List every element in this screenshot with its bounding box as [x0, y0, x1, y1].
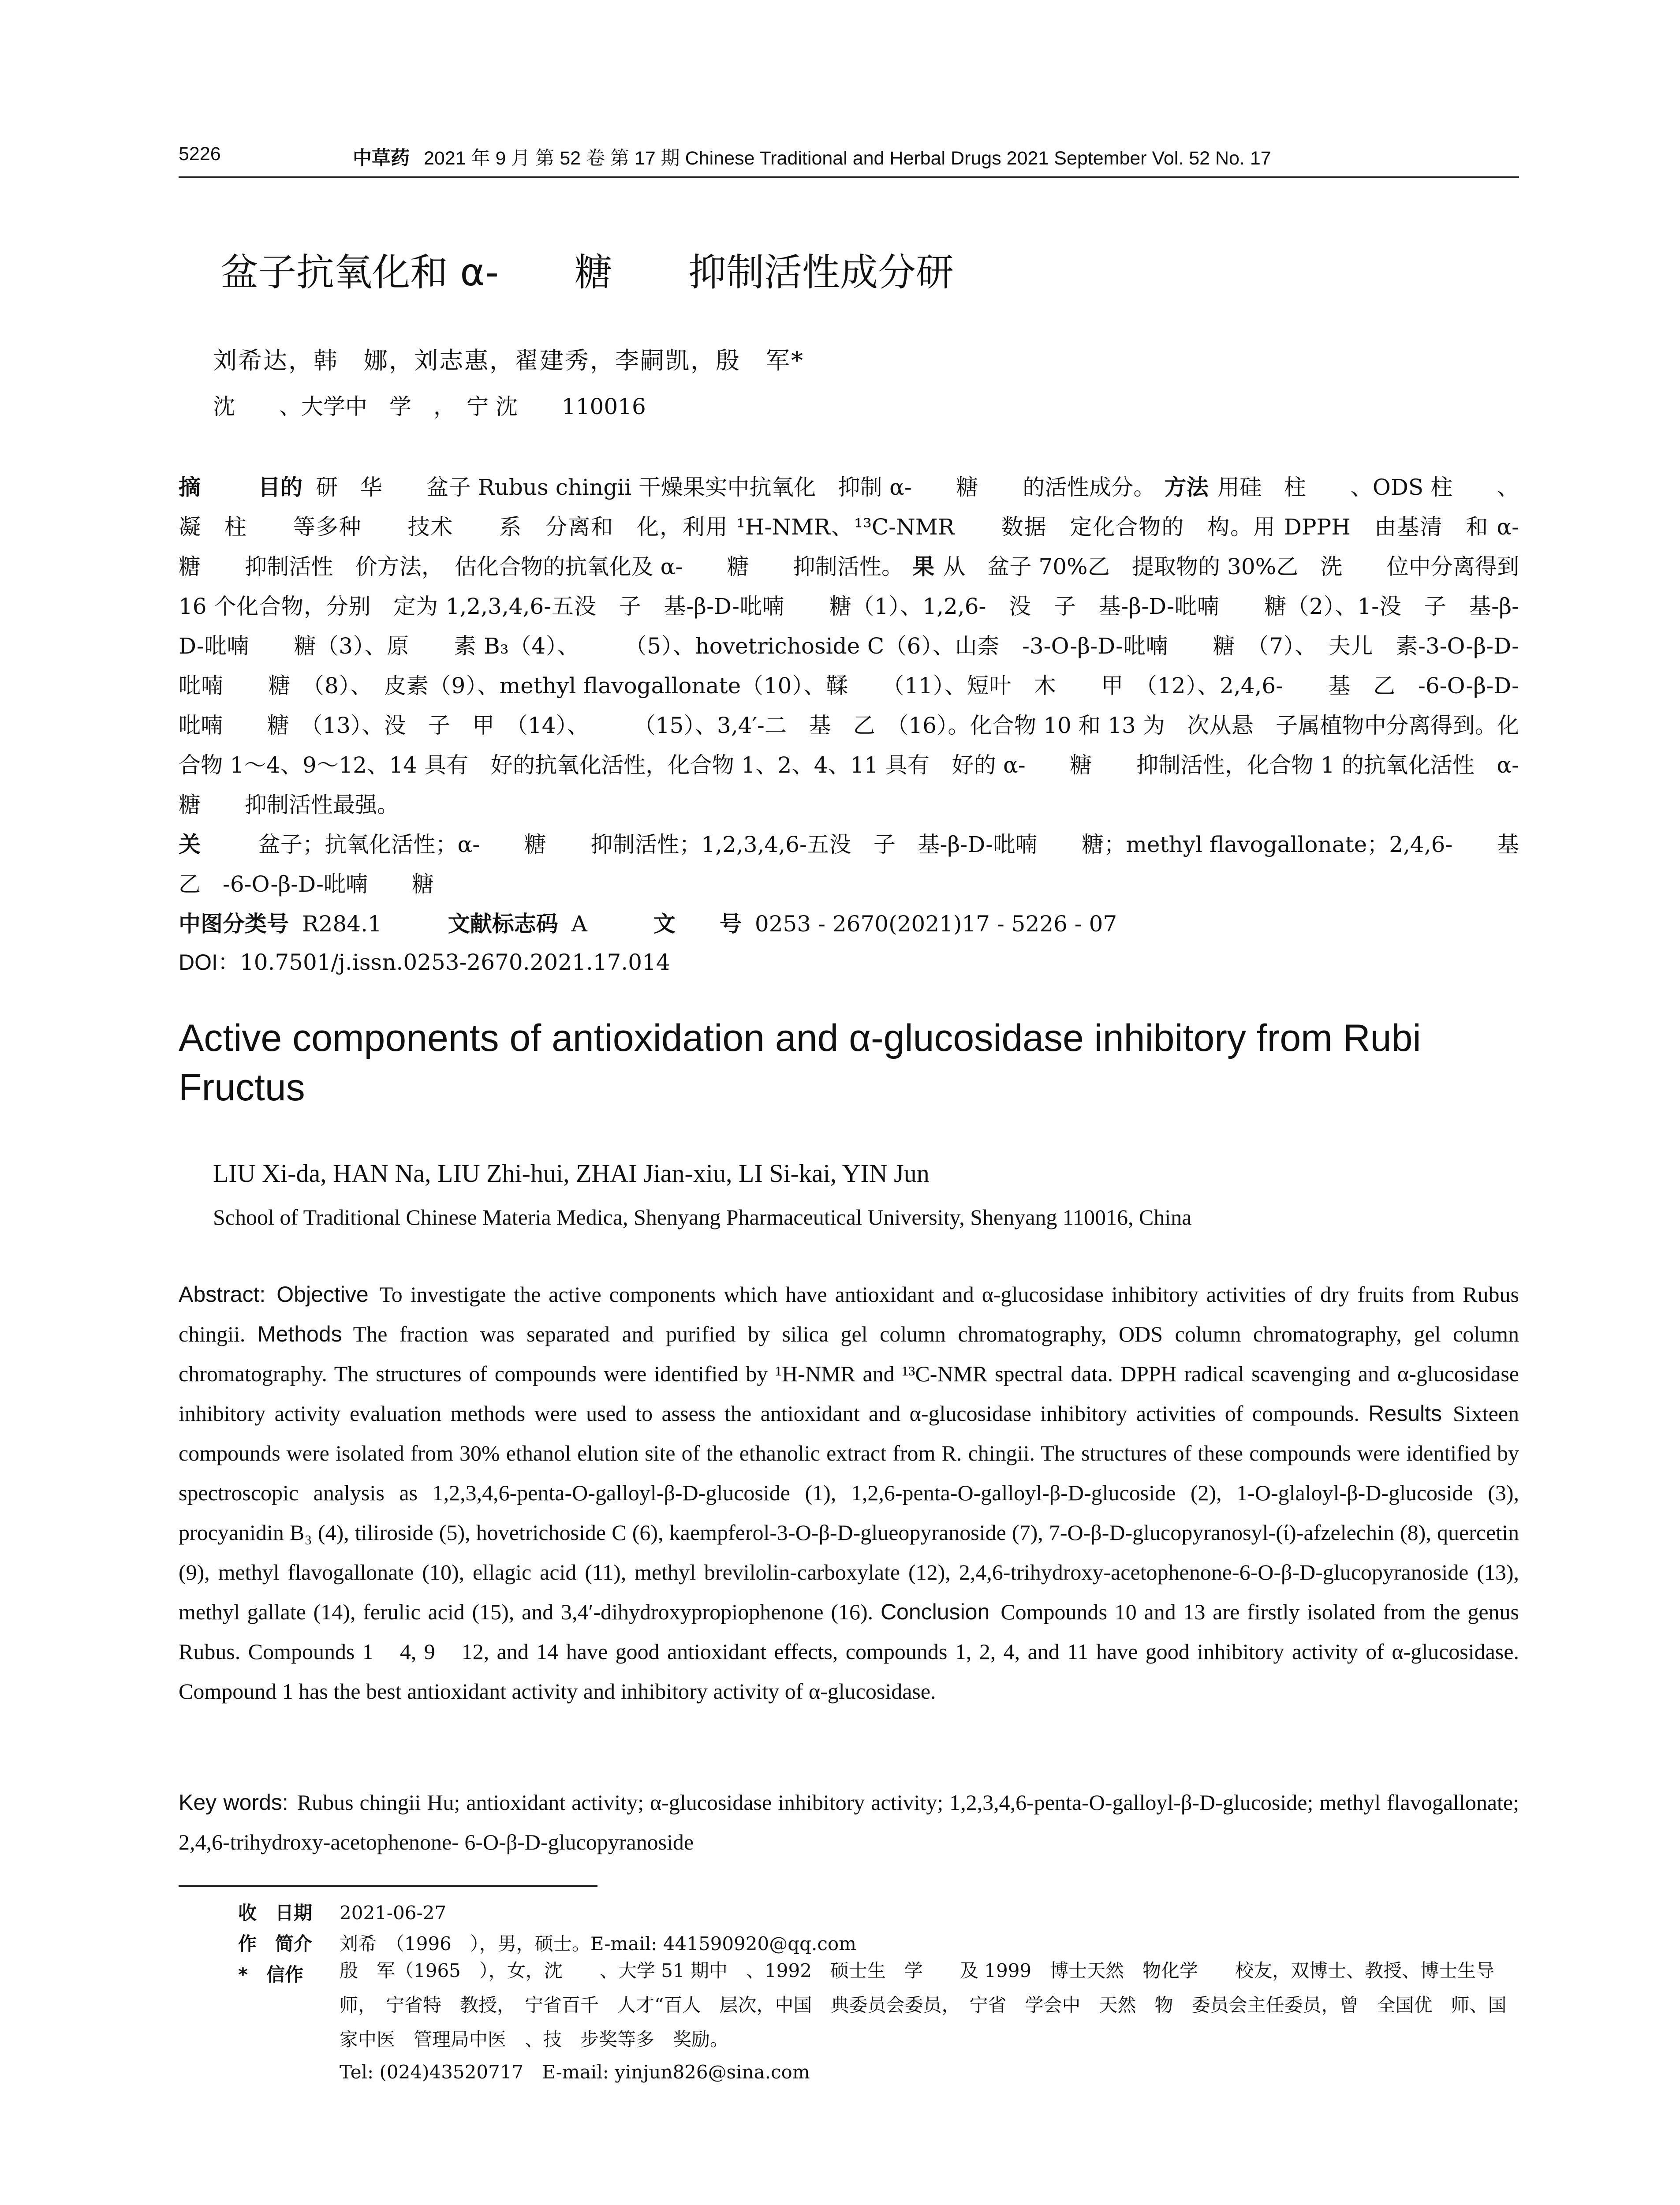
en-keywords-label: Key words:: [179, 1790, 288, 1815]
english-title: Active components of antioxidation and α-glucosidase inhibitory from Rubi Fructus: [179, 1017, 1421, 1109]
chinese-title: 盆子抗氧化和 α- 糖 抑制活性成分研: [220, 250, 954, 295]
conclusion-text: 化合物 10 和 13 为 次从悬 子属植物中分离得到。化合物 1～4、9～12、14 具有 好的抗氧化活性，化合物 1、2、4、11 具有 好的 α- 糖 抑制活性，化合物 1 的抗氧化活性 α- 糖 抑制活性最强。: [179, 713, 1563, 818]
results-label: 果: [912, 554, 935, 579]
author-bio-value: 刘希 （1996 ），男，硕士。E-mail: 441590920@qq.com: [340, 1933, 857, 1955]
contact-value: Tel: (024)43520717 E-mail: yinjun826@sina.com: [340, 2061, 810, 2083]
en-conclusion-label: Conclusion: [880, 1600, 990, 1624]
methods-label: 方法: [1164, 475, 1209, 500]
en-objective-label: Objective: [276, 1282, 369, 1307]
footnote-author: [238, 1929, 856, 1956]
keywords-label: 关: [179, 832, 245, 857]
article-no-value: 0253 - 2670(2021)17 - 5226 - 07: [754, 911, 1117, 937]
english-authors: LIU Xi-da, HAN Na, LIU Zhi-hui, ZHAI Jian-xiu, LI Si-kai, YIN Jun: [213, 1159, 930, 1188]
methods-text: 用硅 柱 、ODS 柱 、凝 柱 等多种 技术 系 分离和 化，利用 ¹H-NMR、¹³C-NMR 数据 定化合物的 构。用 DPPH 由基清 和 α- 糖 抑制活性 价方法， 估化合物的抗氧化及 α- 糖 抑制活性。: [179, 475, 1563, 579]
corresponding-label: * 信作: [238, 1964, 303, 1985]
chinese-authors: 刘希达，韩 娜，刘志惠，翟建秀，李嗣凯，殷 军*: [213, 347, 804, 374]
chinese-abstract: [179, 467, 1563, 825]
clc-label: 中图分类号: [179, 911, 289, 937]
footnote-rule: [179, 1885, 597, 1887]
page-number: 5226: [179, 143, 221, 164]
en-abstract-label: Abstract:: [179, 1282, 266, 1307]
chinese-keywords: [179, 825, 1541, 904]
en-methods-text: The fraction was separated and purified by silica gel column chromatography, ODS column chromatography, gel column chromatography. The structures of compounds were identified by ¹H-NMR and ¹³C-NMR spectral data. DPPH radical scavenging and α-glucosidase inhibitory activity evaluation methods were used to assess the antioxidant and α-glucosidase inhibitory activities of compounds.: [179, 1322, 1519, 1426]
results-text: 从 盆子 70%乙 提取物的 30%乙 洗 位中分离得到 16 个化合物，分别 定为 1,2,3,4,6-五没 子 基-β-D-吡喃 糖（1）、1,2,6- 没 子 基-β-D-吡喃 糖（2）、1-没 子 基-β-D-吡喃 糖（3）、原 素 B₃（4）、 （5）、hovetrichoside C（6）、山柰 -3-O-β-D-吡喃 糖 （7）、 夫儿 素-3-O-β-D-吡喃 糖 （8）、 皮素（9）、methyl flavogallonate（10）、鞣 （11）、短叶 木 甲 （12）、2,4,6- 基 乙 -6-O-β-D-吡喃 糖 （13）、没 子 甲 （14）、 （15）、3,4′-二 基 乙 （16）。: [179, 554, 1519, 738]
chinese-affiliation: 沈 、大学中 学 ， 宁 沈 110016: [213, 394, 646, 419]
journal-info: [353, 143, 1271, 170]
en-objective-text: To investigate the active components which have antioxidant and α-glucosidase inhibitory activities of dry fruits from Rubus chingii.: [179, 1282, 1519, 1346]
en-results-label: Results: [1368, 1401, 1442, 1426]
doc-code-label: 文献标志码: [448, 911, 558, 937]
corresponding-author-note: [340, 1954, 1521, 2057]
doc-code-value: A: [571, 911, 587, 937]
article-no-label: 文 号: [653, 911, 742, 937]
journal-issue: 2021 年 9 月 第 52 卷 第 17 期 Chinese Traditional and Herbal Drugs 2021 September Vol. 52 No. 17: [423, 148, 1271, 169]
received-value: 2021-06-27: [340, 1902, 447, 1924]
journal-logo: 中草药: [353, 147, 410, 169]
corresponding-value: 殷 军（1965 ），女，沈 、大学 51 期中 、1992 硕士生 学 及 1999 博士天然 物化学 校友，双博士、教授、博士生导师， 宁省特 教授， 宁省百千 人才“百人 层次，中国 典委员会委员， 宁省 学会中 天然 物 委员会主任委员，曾 全国优 师、国家中医 管理局中医 、技 步奖等多 奖励。: [340, 1960, 1507, 2050]
footnote-received: [238, 1899, 446, 1925]
doi-value: 10.7501/j.issn.0253-2670.2021.17.014: [239, 949, 670, 975]
abstract-label: 摘: [179, 475, 245, 500]
objective-label: 目的: [258, 475, 303, 500]
author-bio-label: 作 简介: [238, 1933, 313, 1955]
classification-line: [179, 906, 1117, 938]
received-label: 收 日期: [238, 1902, 313, 1924]
english-keywords: [179, 1783, 1519, 1862]
english-abstract: [179, 1274, 1519, 1711]
footnote-contact: [340, 2055, 1521, 2089]
doi-line: [179, 945, 670, 976]
doi-label: DOI：: [179, 950, 240, 975]
en-methods-label: Methods: [257, 1322, 342, 1346]
keywords-text: 盆子；抗氧化活性；α- 糖 抑制活性；1,2,3,4,6-五没 子 基-β-D-吡喃 糖；methyl flavogallonate；2,4,6- 基 乙 -6-O-β-D-吡喃 糖: [179, 832, 1541, 897]
en-results-text: Sixteen compounds were isolated from 30% ethanol elution site of the ethanolic extract from R. chingii. The structures of these compounds were identified by spectroscopic analysis as 1,2,3,4,6-penta-O-galloyl-β-D-glucoside (1), 1,2,6-penta-O-galloyl-β-D-glucoside (2), 1-O-glaloyl-β-D-glucoside (3), procyanidin B₃ (4), tiliroside (5), hovetrichoside C (6), kaempferol-3-O-β-D-glueopyranoside (7), 7-O-β-D-glucopyranosyl-(ί)-afzelechin (8), quercetin (9), methyl flavogallonate (10), ellagic acid (11), methyl brevilolin-carboxylate (12), 2,4,6-trihydroxy-acetophenone-6-O-β-D-glucopyranoside (13), methyl gallate (14), ferulic acid (15), and 3,4′-dihydroxypropiophenone (16).: [179, 1401, 1519, 1624]
header-rule: [179, 176, 1519, 178]
objective-text: 研 华 盆子 Rubus chingii 干燥果实中抗氧化 抑制 α- 糖 的活性成分。: [316, 475, 1156, 500]
en-conclusion-text: Compounds 10 and 13 are firstly isolated from the genus Rubus. Compounds 1 4, 9 12, and 14 have good antioxidant effects, compounds 1, 2, 4, and 11 have good inhibitory activity of α-glucosidase. Compound 1 has the best antioxidant activity and inhibitory activity of α-glucosidase.: [179, 1600, 1519, 1704]
english-affiliation: School of Traditional Chinese Materia Medica, Shenyang Pharmaceutical University, Shenyang 110016, China: [213, 1205, 1192, 1230]
clc-value: R284.1: [302, 911, 382, 937]
en-keywords-text: Rubus chingii Hu; antioxidant activity; α-glucosidase inhibitory activity; 1,2,3,4,6-penta-O-galloyl-β-D-glucoside; methyl flavogallonate; 2,4,6-trihydroxy-acetophenone- 6-O-β-D-glucopyranoside: [179, 1790, 1519, 1854]
